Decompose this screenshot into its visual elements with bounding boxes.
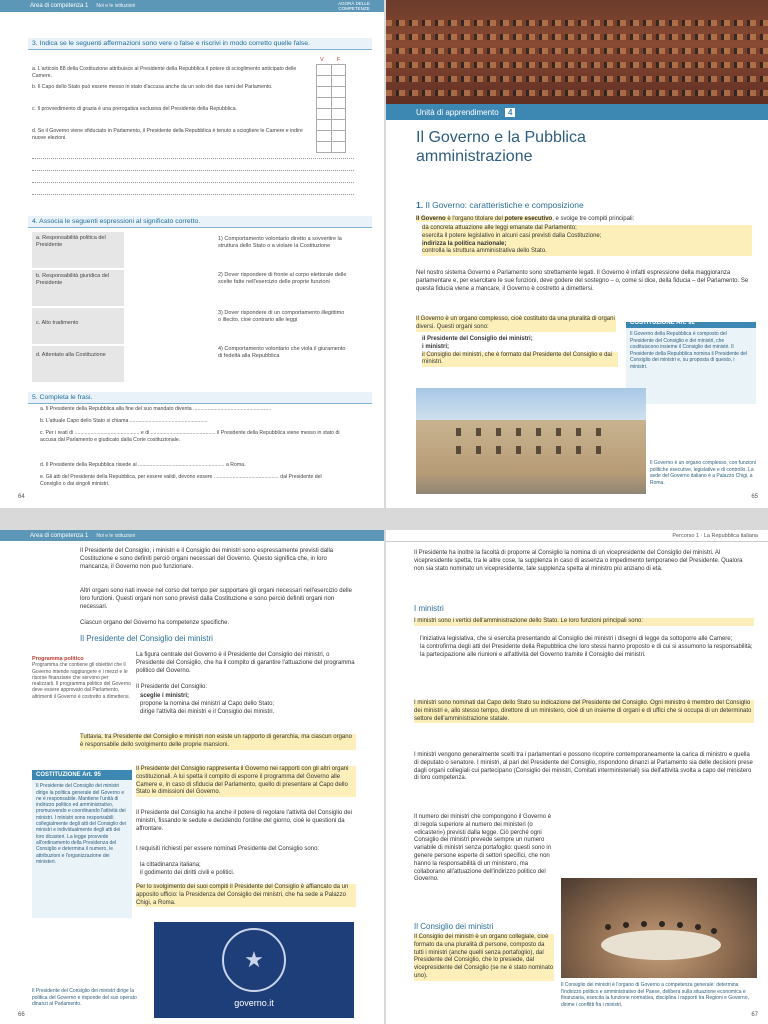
subsection-title: I ministri <box>414 604 444 613</box>
page-64 <box>0 0 384 508</box>
page-67 <box>386 530 768 1024</box>
governo-url: governo.it <box>234 998 274 1008</box>
answer-line[interactable] <box>32 158 354 159</box>
subsection-title: Il Consiglio dei ministri <box>414 922 494 931</box>
checkbox-f[interactable] <box>331 120 346 131</box>
checkbox-f[interactable] <box>331 87 346 98</box>
ex3-item: b. Il Capo dello Stato può essere messo in stato d'accusa anche da un solo dei due rami del Parlamento. <box>32 84 273 90</box>
text: è l'organo titolare del <box>445 216 505 222</box>
text: , e svolge tre compiti principali: <box>552 216 635 222</box>
checkbox-f[interactable] <box>331 142 346 153</box>
checkbox-v[interactable] <box>317 87 332 98</box>
true-false-grid <box>316 64 346 153</box>
unit-label: Unità di apprendimento <box>416 108 499 117</box>
section-title <box>416 200 584 210</box>
false-header: F <box>337 57 341 63</box>
ex5-item: e. Gli atti del Presidente della Repubblica, per essere validi, devono essere ............................................. dal Presidente del Consiglio o dai singoli ministri. <box>40 474 322 487</box>
checkbox-v[interactable] <box>317 98 332 109</box>
requirements-list <box>140 862 356 878</box>
paragraph: I requisiti richiesti per essere nominati Presidente del Consiglio sono: <box>136 846 320 852</box>
competence-badge: AGORÀ DELLE COMPETENZE <box>338 1 370 11</box>
palazzo-chigi-photo <box>416 388 646 494</box>
list-item: l'iniziativa legislativa, che si esercita presentando al Consiglio dei ministri i disegni di legge da sottoporre alle Camere; <box>420 636 733 642</box>
photo-caption: Il Presidente del Consiglio dei ministri dirige la politica del Governo e risponde del suo operato dinanzi al Parlamento. <box>32 988 137 1007</box>
term-potere-esecutivo: potere esecutivo <box>504 216 553 222</box>
list-item: la controfirma degli atti del Presidente della Repubblica che loro stessi hanno proposto e di cui si assumono la responsabilità; <box>420 643 753 650</box>
unit-number: 4 <box>505 108 515 117</box>
ex3-item: d. Se il Governo viene sfiduciato in Parlamento, il Presidente della Repubblica è tenuto a sciogliere le Camere e indire nuove elezioni. <box>32 128 303 141</box>
answer-line[interactable] <box>32 170 354 171</box>
page-header <box>0 530 384 541</box>
paragraph: Il Consiglio dei ministri è un organo collegiale, cioè formato da una pluralità di persone, composto da tutti i ministri (anche quelli senza portafoglio), dal Presidente del Consiglio, che lo presiede, dal vicepresidente del Consiglio (se ne è stato nominato uno). <box>414 934 554 979</box>
photo-caption: Il Governo è un organo complesso, con funzioni politiche esecutive, legislative e di controllo. La sede del Governo italiano è a Palazzo Chigi, a Roma. <box>650 460 756 486</box>
list-item: il godimento dei diritti civili e politici. <box>140 869 235 876</box>
ex4-right-item[interactable]: 4) Comportamento volontario che viola il giuramento di fedeltà alla Repubblica <box>218 346 346 359</box>
page-header <box>0 0 384 12</box>
area-sub: Noi e le istituzioni <box>96 3 136 9</box>
council-of-ministers-photo <box>561 878 757 978</box>
checkbox-v[interactable] <box>317 76 332 87</box>
page-number: 66 <box>18 1012 25 1018</box>
paragraph: Il Presidente del Consiglio: <box>136 684 208 690</box>
list-item: esercita il potere legislativo in alcuni casi previsti dalla Costituzione; <box>422 233 752 241</box>
minister-functions-list <box>420 636 754 659</box>
ex4-right-item[interactable]: 1) Comportamento volontario diretto a sovvertire la struttura dello Stato o a violare la Costituzione <box>218 236 342 249</box>
governo-emblem <box>154 922 354 1018</box>
ex4-left-item[interactable]: a. Responsabilità politica del Presidente <box>32 232 124 268</box>
ex4-left-item[interactable]: d. Attentato alla Costituzione <box>32 346 124 382</box>
checkbox-f[interactable] <box>331 76 346 87</box>
ex4-left-item[interactable]: c. Alto tradimento <box>32 308 124 344</box>
ex5-item: d. Il Presidente della Repubblica risiede al ............................................................ a Roma. <box>40 462 246 468</box>
box-title: COSTITUZIONE Art. 95 <box>32 770 132 780</box>
paragraph: Il Presidente del Consiglio, i ministri e il Consiglio dei ministri sono espressamente previsti dalla Costituzione e sono definiti perciò organi necessari del Governo. Questo significa che, in loro mancanza, il Governo non può funzionare. <box>80 548 334 570</box>
list-item: il Presidente del Consiglio dei ministri; <box>422 336 533 342</box>
term-governo: Il Governo <box>416 216 446 222</box>
paragraph: Ciascun organo del Governo ha competenze specifiche. <box>80 620 230 626</box>
ex3-item: a. L'articolo 88 della Costituzione attribuisce al Presidente della Repubblica il potere di scioglimento anticipato delle Camere. <box>32 66 297 79</box>
list-item: i ministri; <box>422 343 450 350</box>
ex5-item: c. Per i reati di ............................................. e di ............................................. il Presidente della Repubblica viene messo in stato di accusa dal Parlamento e giudicato dalla Corte costituzionale. <box>40 430 340 443</box>
exercise-4-title: 4. Associa le seguenti espressioni al significato corretto. <box>28 216 372 228</box>
paragraph: I ministri sono i vertici dell'amministrazione dello Stato. Le loro funzioni principali sono: <box>414 618 754 626</box>
checkbox-f[interactable] <box>331 109 346 120</box>
president-powers-list <box>140 693 356 716</box>
page-66 <box>0 530 384 1024</box>
paragraph: Il Governo è un organo complesso, cioè costituito da una pluralità di organi diversi. Questi organi sono: <box>416 316 615 330</box>
box-title: COSTITUZIONE Art. 92 <box>630 320 695 326</box>
answer-line[interactable] <box>32 194 354 195</box>
glossary-text: Programma che contiene gli obiettivi che il Governo intende raggiungere e i mezzi e le risorse finanziarie che servono per realizzarli. Il programma politico del Governo deve essere approvato dal Parlamento, altrimenti il Governo è costretto a dimettersi. <box>32 662 131 700</box>
checkbox-v[interactable] <box>317 65 332 76</box>
organs-list <box>422 336 618 367</box>
photo-caption: Il Consiglio dei ministri è l'organo di Governo a competenza generale: determina l'indirizzo politico e amministrativo del Paese, delibera sulla situazione economica e finanziaria, esercita la funzione normativa, disciplina i rapporti tra Regioni e Governo, dirime i conflitti fra i ministri. <box>561 982 749 1008</box>
box-text: Il Presidente del Consiglio dei ministri dirige la politica generale del Governo e ne è responsabile. Mantiene l'unità di indirizzo politico ed amministrativo, promuovendo e coordinando l'attività dei ministri. I ministri sono responsabili collegialmente degli atti del Consiglio dei ministri e individualmente degli atti dei loro dicasteri. La legge provvede all'ordinamento della Presidenza del Consiglio e determina il numero, le attribuzioni e l'organizzazione dei ministeri. <box>36 783 127 865</box>
star-emblem-icon: ★ <box>222 928 286 992</box>
paragraph: Nel nostro sistema Governo e Parlamento sono strettamente legati. Il Governo è infatti espressione della maggioranza parlamentare e, per esercitare le sue funzioni, deve godere del sostegno – o, come si dice, della fiducia – del Parlamento. Se questa fiducia viene a mancare, il Governo è costretto a dimettersi. <box>416 270 749 292</box>
list-item: il Consiglio dei ministri, che è formato dal Presidente del Consiglio e dai ministri. <box>422 352 618 368</box>
exercise-3-title: 3. Indica se le seguenti affermazioni sono vere o false e riscrivi in modo corretto quelle false. <box>28 38 372 50</box>
paragraph: Il Presidente ha inoltre la facoltà di proporre al Consiglio la nomina di un vicepresidente del Consiglio dei ministri. Al vicepresidente spetta, tra le altre cose, la supplenza in caso di assenza o impedimento temporaneo del Presidente. Qualora non sia stato nominato un vicepresidente, tale supplenza spetta al ministro più anziano di età. <box>414 550 743 572</box>
area-label: Area di competenza 1 <box>30 3 89 9</box>
list-item: dirige l'attività dei ministri e il Consiglio dei ministri. <box>140 708 275 715</box>
checkbox-v[interactable] <box>317 131 332 142</box>
unit-band <box>386 104 768 120</box>
page-number: 67 <box>751 1012 758 1018</box>
area-sub: Noi e le istituzioni <box>96 532 136 539</box>
list-item: la partecipazione alle riunioni e all'attività del Governo tramite il Consiglio dei ministri. <box>420 651 646 658</box>
page-65 <box>386 0 768 508</box>
page-number: 65 <box>751 494 758 500</box>
box-text: Il Governo della Repubblica è composto del Presidente del Consiglio e dei ministri, che costituiscono insieme il Consiglio dei ministri. Il Presidente della Repubblica nomina il Presidente del Consiglio dei ministri e, su proposta di questo, i ministri. <box>630 331 748 370</box>
ex5-item: b. L'attuale Capo dello Stato si chiama ...................................................... <box>40 418 208 424</box>
ex5-item: a. Il Presidente della Repubblica alla fine del suo mandato diventa ...................................................... <box>40 406 271 412</box>
ex3-item: c. Il provvedimento di grazia è una prerogativa esclusiva del Presidente della Repubblica. <box>32 106 238 112</box>
list-item: sceglie i ministri; <box>140 693 190 699</box>
paragraph: Tuttavia, tra Presidente del Consiglio e ministri non esiste un rapporto di gerarchia, ma ciascun organo è responsabile dello svolgimento delle proprie mansioni. <box>80 734 356 750</box>
glossary-box <box>32 656 132 700</box>
paragraph: Il Presidente del Consiglio ha anche il potere di regolare l'attività del Consiglio dei ministri, fissando le sedute e decidendo l'ordine del giorno, cioè le questioni da affrontare. <box>136 810 352 832</box>
checkbox-f[interactable] <box>331 98 346 109</box>
page-number: 64 <box>18 494 25 500</box>
ex4-right-item[interactable]: 2) Dover rispondere di fronte al corpo elettorale delle scelte fatte nell'esercizio delle proprie funzioni <box>218 272 347 285</box>
checkbox-f[interactable] <box>331 65 346 76</box>
tasks-list <box>422 225 752 256</box>
checkbox-f[interactable] <box>331 131 346 142</box>
paragraph: I ministri sono nominati dal Capo dello Stato su indicazione del Presidente del Consiglio. Ogni ministro è membro del Consiglio dei ministri e, allo stesso tempo, direttore di un ministero, cioè di un insieme di organi e di uffici che si occupa di un determinato settore dell'amministrazione statale. <box>414 700 754 723</box>
paragraph: Il Presidente del Consiglio rappresenta il Governo nei rapporti con gli altri organi costituzionali. A lui spetta il compito di esporre il programma del Governo alle Camere e, in caso di sfiducia del Parlamento, quello di presentare al Capo dello Stato le dimissioni del Governo. <box>136 766 356 797</box>
exercise-5-title: 5. Completa le frasi. <box>28 392 372 404</box>
list-item: dà concreta attuazione alle leggi emanate dal Parlamento; <box>422 225 752 233</box>
paragraph <box>416 216 756 224</box>
paragraph: Il numero dei ministri che compongono il Governo è di regola superiore al numero dei ministeri (o «dicasteri») previsti dalla legge. Ciò perché ogni Consiglio dei ministri prevede sempre un numero variabile di ministri senza portafoglio: questi sono in genere persone esperte di settori specifici, che non hanno la responsabilità di un ministero, ma collaborano all'attuazione dell'indirizzo politico del Governo. <box>414 814 552 883</box>
unit-title: Il Governo e la Pubblica amministrazione <box>416 129 586 165</box>
true-header: V <box>320 57 324 63</box>
list-item: indirizza la politica nazionale; <box>422 241 752 249</box>
checkbox-v[interactable] <box>317 120 332 131</box>
list-item: la cittadinanza italiana; <box>140 862 201 868</box>
page-header: Percorso 1 · La Repubblica italiana <box>386 530 768 542</box>
paragraph: Altri organi sono nati invece nel corso del tempo per supportare gli organi necessari nell'esercizio delle loro funzioni. Questi organi non sono previsti dalla Costituzione e sono perciò definiti organi non necessari. <box>80 588 352 610</box>
subsection-title: Il Presidente del Consiglio dei ministri <box>80 634 213 643</box>
answer-line[interactable] <box>32 182 354 183</box>
paragraph: La figura centrale del Governo è il Presidente del Consiglio dei ministri, o Presidente del Consiglio, che ha il compito di garantire l'attuazione del programma politico del Governo. <box>136 652 355 674</box>
parliament-photo <box>386 0 768 110</box>
glossary-term: Programma politico <box>32 656 84 662</box>
constitution-art-95 <box>32 770 132 918</box>
list-item: controlla la struttura amministrativa dello Stato. <box>422 248 752 256</box>
checkbox-v[interactable] <box>317 109 332 120</box>
paragraph: Per lo svolgimento dei suoi compiti il Presidente del Consiglio è affiancato da un apposito ufficio: la Presidenza del Consiglio dei ministri, che ha sede a Palazzo Chigi, a Roma. <box>136 884 356 907</box>
ex4-left-item[interactable]: b. Responsabilità giuridica del Presidente <box>32 270 124 306</box>
area-label: Area di competenza 1 <box>30 532 89 539</box>
section-title-text: Il Governo: caratteristiche e composizione <box>425 200 584 210</box>
list-item: propone la nomina dei ministri al Capo dello Stato; <box>140 700 275 707</box>
checkbox-v[interactable] <box>317 142 332 153</box>
paragraph: I ministri vengono generalmente scelti tra i parlamentari e possono ricoprire contemporaneamente la carica di ministro e quella di deputato o senatore. I ministri, al pari del Presidente del Consiglio, rispondono dinanzi al Parlamento sia delle decisioni prese dagli organi collegiali cui partecipano (Consiglio dei ministri, Comitati interministeriali) sia dell'attività svolta a capo del ministero di loro competenza. <box>414 752 753 782</box>
section-number: 1. <box>416 200 424 210</box>
ex4-right-item[interactable]: 3) Dover rispondere di un comportamento illegittimo o illecito, cioè contrario alle leggi <box>218 310 345 323</box>
